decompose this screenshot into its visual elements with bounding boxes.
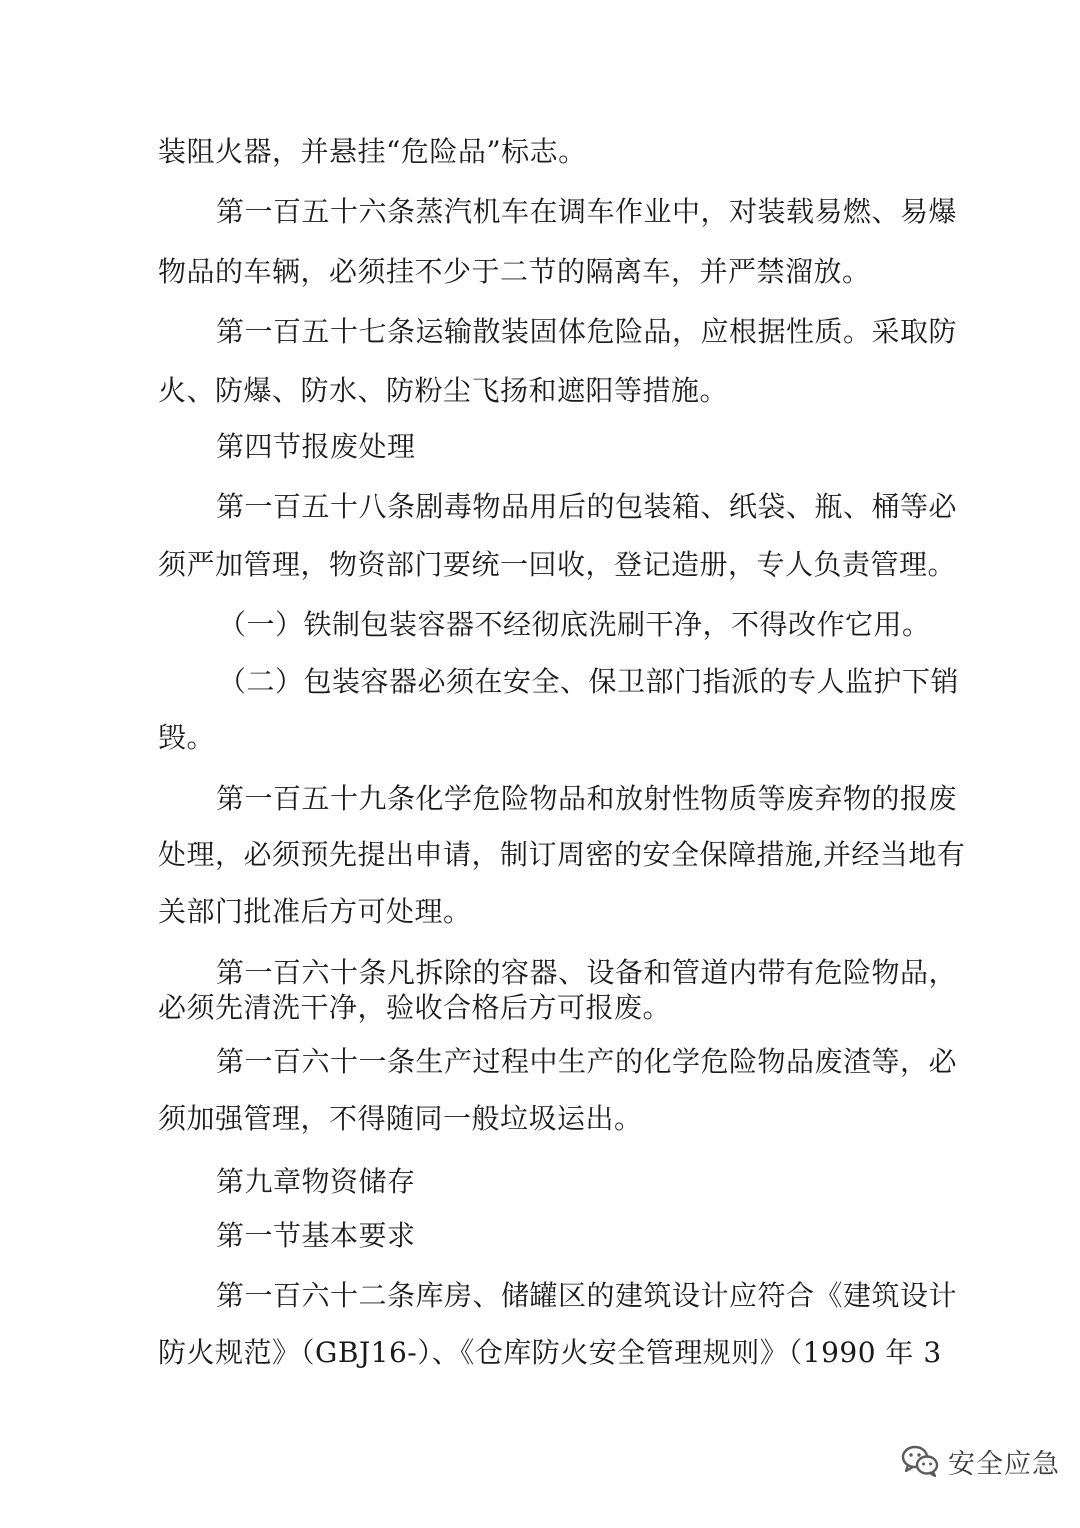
- text-line: 装阻火器，并悬挂“危险品”标志。: [158, 135, 587, 168]
- wechat-icon: [900, 1444, 940, 1478]
- article-158-line-2: 须严加管理，物资部门要统一回收，登记造册，专人负责管理。: [158, 548, 957, 581]
- item-2-line-2: 毁。: [158, 721, 216, 754]
- article-162-line-1: 第一百六十二条库房、储罐区的建筑设计应符合《建筑设计: [216, 1279, 958, 1312]
- item-1-line: （一）铁制包装容器不经彻底洗刷干净，不得改作它用。: [218, 608, 931, 641]
- article-161-line-1: 第一百六十一条生产过程中生产的化学危险物品废渣等，必: [216, 1045, 958, 1078]
- article-160-line-2: 必须先清洗干净，验收合格后方可报废。: [158, 991, 672, 1024]
- article-156-line-1: 第一百五十六条蒸汽机车在调车作业中，对装载易燃、易爆: [216, 195, 958, 228]
- section-heading: 第一节基本要求: [216, 1219, 416, 1252]
- article-159-line-3: 关部门批准后方可处理。: [158, 895, 472, 928]
- article-162-line-2: 防火规范》（GBJ16-）、《仓库防火安全管理规则》（1990 年 3: [158, 1336, 942, 1369]
- chapter-heading: 第九章物资储存: [216, 1165, 416, 1198]
- article-159-line-2: 处理，必须预先提出申请，制订周密的安全保障措施,并经当地有: [158, 838, 966, 871]
- article-157-line-2: 火、防爆、防水、防粉尘飞扬和遮阳等措施。: [158, 374, 729, 407]
- watermark-text: 安全应急: [948, 1448, 1060, 1480]
- wechat-watermark: [900, 1436, 1060, 1486]
- article-160-line-1: 第一百六十条凡拆除的容器、设备和管道内带有危险物品，: [216, 956, 958, 989]
- article-159-line-1: 第一百五十九条化学危险物品和放射性物质等废弃物的报废: [216, 782, 958, 815]
- article-161-line-2: 须加强管理，不得随同一般垃圾运出。: [158, 1102, 643, 1135]
- article-156-line-2: 物品的车辆，必须挂不少于二节的隔离车，并严禁溜放。: [158, 255, 871, 288]
- section-heading: 第四节报废处理: [216, 430, 416, 463]
- item-2-line-1: （二）包装容器必须在安全、保卫部门指派的专人监护下销: [218, 665, 960, 698]
- article-157-line-1: 第一百五十七条运输散装固体危险品，应根据性质。采取防: [216, 315, 958, 348]
- article-158-line-1: 第一百五十八条剧毒物品用后的包装箱、纸袋、瓶、桶等必: [216, 490, 958, 523]
